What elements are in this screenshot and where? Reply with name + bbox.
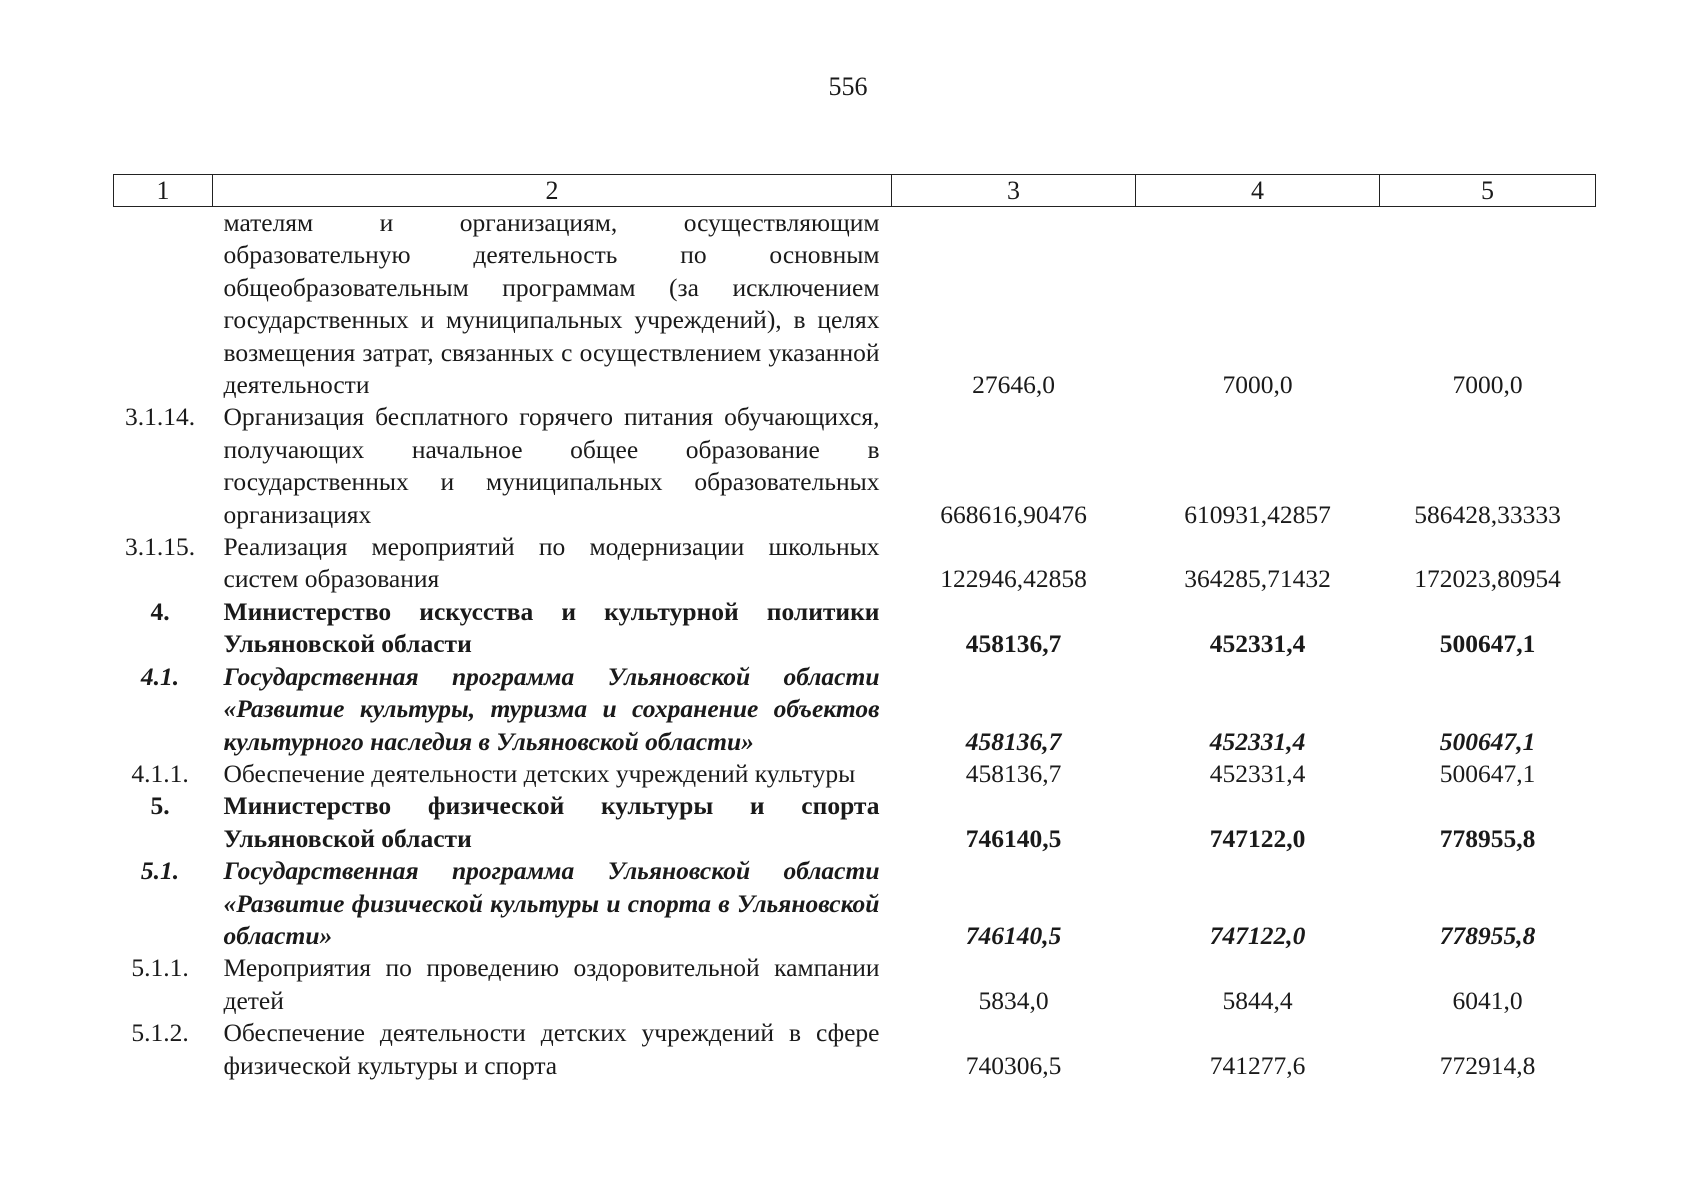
row-value-col5: 6041,0 [1452, 985, 1523, 1015]
row-number: 4. [150, 596, 170, 626]
table-row [114, 855, 1596, 952]
row-value-col3: 458136,7 [965, 758, 1062, 788]
row-value-col5: 778955,8 [1439, 920, 1536, 950]
row-value-col4: 747122,0 [1209, 920, 1306, 950]
row-number: 5.1.2. [131, 1018, 189, 1048]
row-value-col4: 5844,4 [1222, 985, 1293, 1015]
row-number: 4.1.1. [131, 758, 189, 788]
row-description: Мероприятия по проведению оздоровительной кампании детей [223, 953, 880, 1015]
row-description: Реализация мероприятий по модернизации школьных систем образования [223, 532, 880, 594]
column-header-4: 4 [1136, 175, 1380, 207]
row-number [114, 207, 213, 402]
table-row [114, 661, 1596, 758]
table-row [114, 790, 1596, 855]
row-value-col3: 27646,0 [972, 370, 1055, 400]
column-header-3: 3 [892, 175, 1136, 207]
table-row [114, 952, 1596, 1017]
row-number: 5.1. [140, 856, 180, 886]
row-value-col3: 5834,0 [978, 985, 1049, 1015]
row-value-col4: 747122,0 [1209, 823, 1306, 853]
row-value-col4: 741277,6 [1209, 1050, 1306, 1080]
row-value-col3: 740306,5 [965, 1050, 1062, 1080]
table-row [114, 207, 1596, 402]
row-description: мателям и организациям, осуществляющим образовательную деятельность по основным общеобразовательным программам (за исключением государственных и муниципальных учреждений), в целях возмещения затрат, связанных с осуществлением указанной деятельности [223, 208, 880, 400]
row-number: 3.1.15. [124, 532, 196, 562]
row-number: 4.1. [140, 661, 180, 691]
row-number: 5.1.1. [131, 953, 189, 983]
row-value-col5: 778955,8 [1439, 823, 1536, 853]
row-value-col4: 364285,71432 [1184, 564, 1331, 594]
table-row [114, 1017, 1596, 1082]
row-value-col4: 7000,0 [1222, 370, 1293, 400]
row-description: Государственная программа Ульяновской области «Развитие физической культуры и спорта в Ульяновской области» [223, 856, 880, 950]
row-description: Организация бесплатного горячего питания обучающихся, получающих начальное общее образование в государственных и муниципальных образовательных организациях [223, 402, 880, 529]
row-description: Обеспечение деятельности детских учреждений культуры [223, 758, 856, 788]
row-value-col3: 746140,5 [965, 823, 1062, 853]
row-value-col3: 746140,5 [965, 920, 1062, 950]
table-row [114, 758, 1596, 790]
row-description: Министерство искусства и культурной политики Ульяновской области [223, 596, 880, 659]
row-description: Обеспечение деятельности детских учреждений в сфере физической культуры и спорта [223, 1018, 880, 1080]
table-body [114, 207, 1596, 1082]
row-value-col5: 586428,33333 [1414, 499, 1561, 529]
row-value-col3: 458136,7 [965, 726, 1062, 756]
column-header-2: 2 [213, 175, 892, 207]
budget-table [113, 174, 1596, 1082]
row-value-col4: 452331,4 [1209, 726, 1306, 756]
row-value-col4: 452331,4 [1209, 629, 1306, 659]
row-value-col3: 668616,90476 [940, 499, 1087, 529]
row-value-col5: 172023,80954 [1414, 564, 1561, 594]
row-value-col5: 500647,1 [1439, 726, 1536, 756]
table-row [114, 531, 1596, 596]
row-number: 5. [150, 791, 170, 821]
table-row [114, 596, 1596, 661]
row-description: Государственная программа Ульяновской области «Развитие культуры, туризма и сохранение объектов культурного наследия в Ульяновской области» [223, 661, 880, 756]
row-value-col5: 500647,1 [1439, 629, 1536, 659]
table-row [114, 401, 1596, 531]
column-header-5: 5 [1380, 175, 1596, 207]
column-header-1: 1 [114, 175, 213, 207]
row-value-col5: 500647,1 [1439, 758, 1536, 788]
row-description: Министерство физической культуры и спорта Ульяновской области [223, 791, 880, 853]
row-value-col4: 610931,42857 [1184, 499, 1331, 529]
row-number: 3.1.14. [124, 402, 196, 432]
table-header-row [114, 175, 1596, 207]
page-number: 556 [828, 72, 868, 101]
row-value-col3: 122946,42858 [940, 564, 1087, 594]
budget-table-container [113, 174, 1595, 1082]
row-value-col4: 452331,4 [1209, 758, 1306, 788]
row-value-col5: 772914,8 [1439, 1050, 1536, 1080]
row-value-col5: 7000,0 [1452, 370, 1523, 400]
row-value-col3: 458136,7 [965, 629, 1062, 659]
